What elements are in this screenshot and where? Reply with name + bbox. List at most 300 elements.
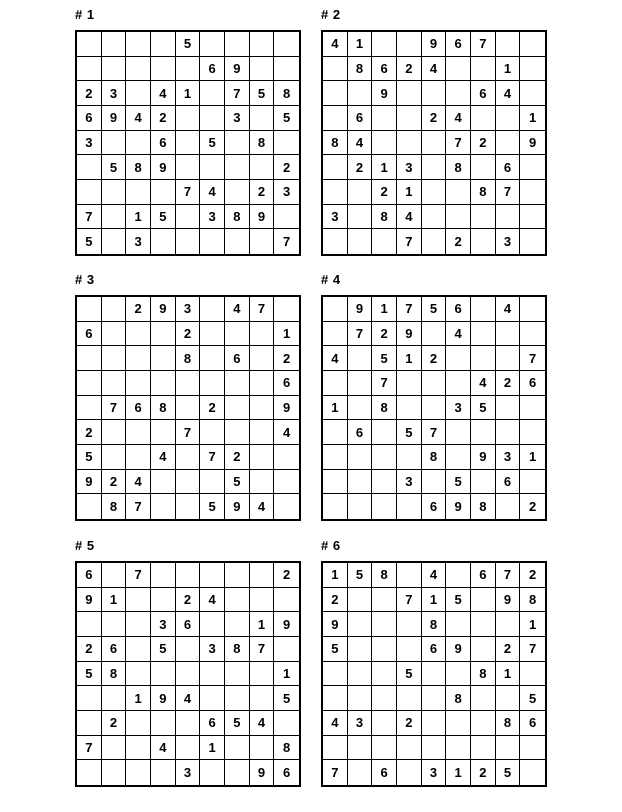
- grid-cell: [176, 494, 201, 519]
- grid-cell: [250, 588, 275, 613]
- grid-cell: [151, 322, 176, 347]
- grid-cell: 9: [520, 131, 545, 156]
- puzzle-label: # 3: [75, 272, 95, 287]
- grid-cell: [372, 612, 397, 637]
- grid-cell: [225, 686, 250, 711]
- grid-cell: 1: [102, 588, 127, 613]
- grid-cell: [323, 494, 348, 519]
- grid-cell: 9: [151, 297, 176, 322]
- grid-cell: [422, 131, 447, 156]
- grid-cell: [348, 637, 373, 662]
- grid-cell: 3: [176, 760, 201, 785]
- grid-cell: [397, 494, 422, 519]
- grid-cell: [471, 346, 496, 371]
- grid-cell: 7: [176, 420, 201, 445]
- grid-cell: 2: [102, 470, 127, 495]
- grid-cell: [250, 445, 275, 470]
- grid-cell: 3: [323, 205, 348, 230]
- grid-cell: [274, 297, 299, 322]
- grid-cell: [151, 57, 176, 82]
- grid-cell: [225, 229, 250, 254]
- grid-cell: [397, 686, 422, 711]
- grid-cell: [446, 736, 471, 761]
- grid-cell: 8: [422, 445, 447, 470]
- grid-cell: [422, 711, 447, 736]
- grid-cell: [372, 131, 397, 156]
- grid-cell: [126, 371, 151, 396]
- grid-cell: 6: [446, 32, 471, 57]
- grid-cell: 3: [274, 180, 299, 205]
- grid-cell: [323, 736, 348, 761]
- grid-cell: 7: [520, 637, 545, 662]
- grid-cell: 8: [102, 662, 127, 687]
- grid-cell: [102, 297, 127, 322]
- grid-cell: [200, 662, 225, 687]
- grid-cell: 3: [348, 711, 373, 736]
- grid-cell: [102, 420, 127, 445]
- grid-cell: [520, 396, 545, 421]
- grid-cell: [102, 346, 127, 371]
- grid-cell: 3: [102, 81, 127, 106]
- grid-cell: 5: [397, 662, 422, 687]
- grid-cell: 7: [102, 396, 127, 421]
- grid-cell: [225, 131, 250, 156]
- grid-cell: [151, 711, 176, 736]
- grid-cell: [422, 322, 447, 347]
- grid-cell: 1: [520, 445, 545, 470]
- grid-cell: [225, 662, 250, 687]
- grid-cell: 4: [348, 131, 373, 156]
- grid-cell: [126, 760, 151, 785]
- grid-cell: 1: [372, 155, 397, 180]
- grid-cell: 8: [471, 180, 496, 205]
- grid-cell: 8: [471, 662, 496, 687]
- grid-cell: 8: [422, 612, 447, 637]
- grid-cell: 9: [151, 686, 176, 711]
- grid-cell: [496, 396, 521, 421]
- grid-cell: 6: [496, 470, 521, 495]
- grid-cell: 1: [323, 396, 348, 421]
- grid-cell: 8: [471, 494, 496, 519]
- grid-cell: 2: [77, 81, 102, 106]
- grid-cell: 5: [274, 686, 299, 711]
- grid-cell: [471, 420, 496, 445]
- grid-cell: [126, 81, 151, 106]
- grid-cell: [397, 637, 422, 662]
- grid-cell: [176, 155, 201, 180]
- grid-cell: 8: [176, 346, 201, 371]
- grid-cell: 2: [397, 711, 422, 736]
- grid-cell: 5: [250, 81, 275, 106]
- grid-cell: 4: [151, 736, 176, 761]
- grid-cell: 3: [422, 760, 447, 785]
- grid-cell: [151, 371, 176, 396]
- grid-cell: [250, 322, 275, 347]
- grid-cell: [471, 297, 496, 322]
- grid-cell: [496, 612, 521, 637]
- grid-cell: [250, 32, 275, 57]
- grid-cell: [397, 563, 422, 588]
- grid-cell: [348, 736, 373, 761]
- grid-cell: [151, 563, 176, 588]
- grid-cell: [496, 131, 521, 156]
- grid-cell: 7: [397, 229, 422, 254]
- grid-cell: [348, 346, 373, 371]
- grid-cell: [77, 686, 102, 711]
- grid-cell: 7: [283, 234, 291, 250]
- grid-cell: 9: [422, 32, 447, 57]
- grid-cell: [471, 736, 496, 761]
- grid-cell: [200, 155, 225, 180]
- grid-cell: 7: [200, 445, 225, 470]
- grid-cell: 1: [520, 106, 545, 131]
- grid-cell: 1: [422, 588, 447, 613]
- grid-cell: [200, 420, 225, 445]
- grid-cell: [200, 470, 225, 495]
- grid-cell: 1: [323, 563, 348, 588]
- grid-cell: [176, 229, 201, 254]
- sudoku-grid: [321, 30, 547, 256]
- grid-cell: [348, 180, 373, 205]
- grid-cell: 3: [126, 229, 151, 254]
- grid-cell: [250, 470, 275, 495]
- grid-cell: 5: [397, 420, 422, 445]
- grid-cell: [446, 57, 471, 82]
- grid-cell: 6: [274, 371, 299, 396]
- grid-cell: 6: [348, 106, 373, 131]
- grid-cell: 7: [323, 760, 348, 785]
- grid-cell: [200, 563, 225, 588]
- grid-cell: 7: [77, 205, 102, 230]
- grid-cell: [323, 180, 348, 205]
- grid-cell: 8: [274, 736, 299, 761]
- grid-cell: 4: [422, 563, 447, 588]
- grid-cell: [102, 131, 127, 156]
- grid-cell: 7: [77, 736, 102, 761]
- grid-cell: 1: [274, 662, 299, 687]
- grid-cell: [176, 711, 201, 736]
- grid-cell: [176, 396, 201, 421]
- grid-cell: [250, 371, 275, 396]
- grid-cell: [496, 32, 521, 57]
- grid-cell: [496, 736, 521, 761]
- grid-cell: [250, 736, 275, 761]
- grid-cell: 3: [496, 445, 521, 470]
- grid-cell: 5: [471, 396, 496, 421]
- grid-cell: 2: [225, 445, 250, 470]
- grid-cell: 5: [200, 494, 225, 519]
- grid-cell: [372, 662, 397, 687]
- grid-cell: [422, 396, 447, 421]
- grid-cell: [77, 346, 102, 371]
- grid-cell: [323, 322, 348, 347]
- grid-cell: 3: [446, 396, 471, 421]
- grid-cell: 5: [520, 686, 545, 711]
- grid-cell: 5: [200, 131, 225, 156]
- grid-cell: [471, 322, 496, 347]
- grid-cell: 8: [446, 686, 471, 711]
- grid-cell: [225, 322, 250, 347]
- grid-cell: 5: [348, 563, 373, 588]
- grid-cell: 2: [520, 563, 545, 588]
- grid-cell: 1: [250, 612, 275, 637]
- grid-cell: 8: [446, 155, 471, 180]
- grid-cell: [323, 229, 348, 254]
- grid-cell: 2: [422, 346, 447, 371]
- grid-cell: 5: [225, 711, 250, 736]
- grid-cell: [471, 205, 496, 230]
- grid-cell: [225, 588, 250, 613]
- grid-cell: [102, 563, 127, 588]
- grid-cell: [151, 470, 176, 495]
- grid-cell: 5: [176, 32, 201, 57]
- grid-cell: [496, 205, 521, 230]
- grid-cell: 2: [323, 588, 348, 613]
- grid-cell: [471, 686, 496, 711]
- grid-cell: [225, 736, 250, 761]
- grid-cell: 5: [446, 470, 471, 495]
- grid-cell: [151, 229, 176, 254]
- grid-cell: [126, 346, 151, 371]
- grid-cell: [126, 637, 151, 662]
- grid-cell: 2: [77, 420, 102, 445]
- grid-cell: [151, 588, 176, 613]
- grid-cell: 1: [496, 57, 521, 82]
- grid-cell: 9: [77, 470, 102, 495]
- grid-cell: 9: [151, 155, 176, 180]
- grid-cell: 5: [151, 205, 176, 230]
- grid-cell: 2: [274, 563, 299, 588]
- grid-cell: [372, 637, 397, 662]
- grid-cell: [176, 131, 201, 156]
- grid-cell: 7: [372, 371, 397, 396]
- grid-cell: 8: [372, 205, 397, 230]
- grid-cell: 3: [225, 106, 250, 131]
- grid-cell: [372, 736, 397, 761]
- grid-cell: [372, 494, 397, 519]
- grid-cell: [348, 662, 373, 687]
- grid-cell: 6: [422, 494, 447, 519]
- grid-cell: 9: [274, 396, 299, 421]
- grid-cell: [422, 686, 447, 711]
- grid-cell: [471, 711, 496, 736]
- grid-cell: [77, 711, 102, 736]
- grid-cell: [422, 155, 447, 180]
- grid-cell: 1: [126, 686, 151, 711]
- puzzle-label: # 5: [75, 538, 95, 553]
- grid-cell: [102, 445, 127, 470]
- grid-cell: 1: [397, 346, 422, 371]
- grid-cell: [200, 686, 225, 711]
- grid-cell: 3: [200, 637, 225, 662]
- grid-cell: [446, 711, 471, 736]
- grid-cell: [250, 155, 275, 180]
- grid-cell: 3: [397, 155, 422, 180]
- grid-cell: [372, 32, 397, 57]
- grid-cell: 1: [126, 205, 151, 230]
- grid-cell: 6: [225, 346, 250, 371]
- grid-cell: 6: [348, 420, 373, 445]
- grid-cell: [102, 612, 127, 637]
- grid-cell: [372, 420, 397, 445]
- puzzle-label: # 4: [321, 272, 341, 287]
- grid-cell: [126, 180, 151, 205]
- grid-cell: 8: [126, 155, 151, 180]
- grid-cell: [348, 205, 373, 230]
- grid-cell: 9: [348, 297, 373, 322]
- grid-cell: [323, 106, 348, 131]
- grid-cell: [323, 470, 348, 495]
- grid-cell: [323, 371, 348, 396]
- grid-cell: [225, 420, 250, 445]
- grid-cell: [496, 106, 521, 131]
- grid-cell: 5: [422, 297, 447, 322]
- grid-cell: [520, 470, 545, 495]
- grid-cell: 7: [446, 131, 471, 156]
- grid-cell: [348, 229, 373, 254]
- grid-cell: 7: [126, 494, 151, 519]
- grid-cell: 9: [372, 81, 397, 106]
- grid-cell: 2: [102, 711, 127, 736]
- sudoku-grid: [75, 30, 301, 256]
- grid-cell: [102, 205, 127, 230]
- grid-cell: 6: [151, 131, 176, 156]
- sudoku-grid: [321, 295, 547, 521]
- grid-cell: 3: [176, 297, 201, 322]
- grid-cell: 7: [126, 563, 151, 588]
- grid-cell: [348, 686, 373, 711]
- puzzle-label: # 6: [321, 538, 341, 553]
- grid-cell: [348, 494, 373, 519]
- grid-cell: 2: [372, 322, 397, 347]
- grid-cell: [200, 32, 225, 57]
- grid-cell: 9: [225, 57, 250, 82]
- grid-cell: [397, 736, 422, 761]
- grid-cell: [102, 32, 127, 57]
- grid-cell: [348, 760, 373, 785]
- grid-cell: [323, 420, 348, 445]
- grid-cell: 9: [446, 637, 471, 662]
- grid-cell: [176, 470, 201, 495]
- grid-cell: [250, 346, 275, 371]
- grid-cell: [225, 155, 250, 180]
- grid-cell: 4: [176, 686, 201, 711]
- grid-cell: 2: [176, 322, 201, 347]
- grid-cell: 6: [520, 711, 545, 736]
- grid-cell: [250, 396, 275, 421]
- grid-cell: [397, 396, 422, 421]
- grid-cell: 4: [446, 106, 471, 131]
- grid-cell: [200, 81, 225, 106]
- grid-cell: 5: [496, 760, 521, 785]
- grid-cell: [348, 371, 373, 396]
- grid-cell: 1: [520, 612, 545, 637]
- grid-cell: 6: [422, 637, 447, 662]
- grid-cell: 3: [200, 205, 225, 230]
- grid-cell: [496, 346, 521, 371]
- grid-cell: [446, 346, 471, 371]
- grid-cell: [274, 588, 299, 613]
- grid-cell: [126, 662, 151, 687]
- grid-cell: 4: [151, 445, 176, 470]
- grid-cell: 8: [372, 563, 397, 588]
- grid-cell: 1: [200, 736, 225, 761]
- grid-cell: 6: [200, 711, 225, 736]
- grid-cell: [126, 711, 151, 736]
- grid-cell: 6: [77, 563, 102, 588]
- grid-cell: 3: [77, 131, 102, 156]
- grid-cell: [77, 371, 102, 396]
- grid-cell: [176, 106, 201, 131]
- grid-cell: [397, 760, 422, 785]
- grid-cell: 1: [176, 81, 201, 106]
- grid-cell: 4: [323, 32, 348, 57]
- grid-cell: [471, 106, 496, 131]
- grid-cell: [225, 371, 250, 396]
- grid-cell: [250, 662, 275, 687]
- grid-cell: [323, 81, 348, 106]
- grid-cell: 7: [250, 297, 275, 322]
- grid-cell: 9: [471, 445, 496, 470]
- grid-cell: 3: [496, 229, 521, 254]
- grid-cell: [151, 32, 176, 57]
- grid-cell: [102, 736, 127, 761]
- grid-cell: 6: [496, 155, 521, 180]
- grid-cell: 4: [496, 297, 521, 322]
- grid-cell: [200, 297, 225, 322]
- grid-cell: 4: [250, 494, 275, 519]
- grid-cell: [225, 760, 250, 785]
- grid-cell: 7: [250, 637, 275, 662]
- grid-cell: [397, 371, 422, 396]
- grid-cell: [348, 612, 373, 637]
- grid-cell: 4: [225, 297, 250, 322]
- grid-cell: [471, 57, 496, 82]
- grid-cell: 4: [446, 322, 471, 347]
- grid-cell: [471, 155, 496, 180]
- grid-cell: [520, 81, 545, 106]
- grid-cell: [323, 297, 348, 322]
- grid-cell: [77, 760, 102, 785]
- grid-cell: [77, 494, 102, 519]
- grid-cell: [520, 322, 545, 347]
- grid-cell: 2: [151, 106, 176, 131]
- grid-cell: 6: [102, 637, 127, 662]
- grid-cell: 6: [471, 563, 496, 588]
- grid-cell: [520, 420, 545, 445]
- grid-cell: 2: [496, 637, 521, 662]
- grid-cell: [372, 106, 397, 131]
- grid-cell: [274, 445, 299, 470]
- grid-cell: [348, 588, 373, 613]
- grid-cell: 9: [225, 494, 250, 519]
- grid-cell: 2: [274, 155, 299, 180]
- grid-cell: 1: [446, 760, 471, 785]
- grid-cell: 6: [176, 612, 201, 637]
- grid-cell: 1: [397, 180, 422, 205]
- grid-cell: [200, 371, 225, 396]
- grid-cell: [446, 81, 471, 106]
- grid-cell: 4: [250, 711, 275, 736]
- grid-cell: 9: [397, 322, 422, 347]
- grid-cell: 4: [126, 470, 151, 495]
- grid-cell: [176, 637, 201, 662]
- grid-cell: [348, 470, 373, 495]
- grid-cell: 2: [397, 57, 422, 82]
- grid-cell: [348, 445, 373, 470]
- grid-cell: 2: [176, 588, 201, 613]
- grid-cell: [176, 445, 201, 470]
